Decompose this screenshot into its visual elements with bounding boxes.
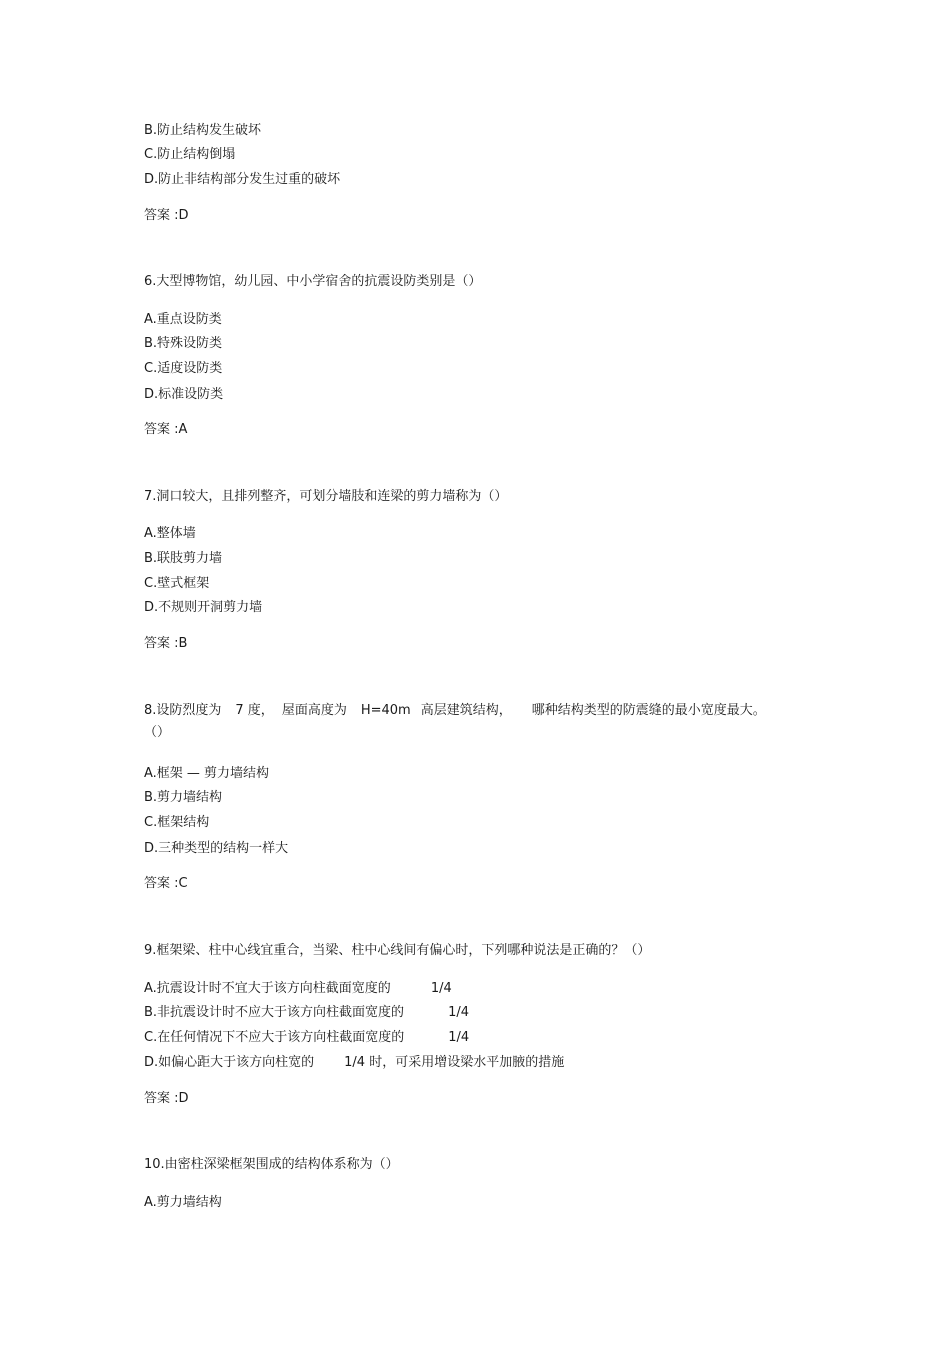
q7-option-b: B.联肢剪力墙 (144, 551, 223, 566)
q9-option-b (144, 1004, 469, 1022)
q9-option-c-value: 1/4 (448, 1030, 470, 1045)
q7-answer: 答案 :B (144, 636, 188, 651)
q8-question-line2: （） (144, 725, 171, 740)
q6-option-d: D.标准设防类 (144, 387, 224, 402)
q8-question-part4: H=40m (360, 703, 411, 718)
q6-option-a: A.重点设防类 (144, 312, 222, 327)
q7-option-d: D.不规则开洞剪力墙 (144, 600, 263, 615)
q9-option-c (144, 1029, 469, 1047)
q7-option-c: C.壁式框架 (144, 576, 210, 591)
q9-option-b-text: B.非抗震设计时不应大于该方向柱截面宽度的 (144, 1005, 405, 1020)
q9-option-d-text: D.如偏心距大于该方向柱宽的 (144, 1055, 315, 1070)
q9-option-d-tail: 1/4 时，可采用增设梁水平加腋的措施 (344, 1055, 565, 1070)
q9-option-d (144, 1054, 564, 1072)
q10-question: 10.由密柱深梁框架围成的结构体系称为（） (144, 1157, 399, 1172)
q9-option-c-text: C.在任何情况下不应大于该方向柱截面宽度的 (144, 1030, 405, 1045)
q8-option-b: B.剪力墙结构 (144, 790, 223, 805)
q8-option-c: C.框架结构 (144, 815, 210, 830)
q8-question-part6: 哪种结构类型的防震缝的最小宽度最大。 (531, 703, 766, 718)
q8-question-part1: 8.设防烈度为 (144, 703, 222, 718)
q9-option-a (144, 980, 452, 998)
q8-question-part3: 屋面高度为 (281, 703, 347, 718)
q5-option-c: C.防止结构倒塌 (144, 147, 236, 162)
q5-answer: 答案 :D (144, 208, 189, 223)
q9-question: 9.框架梁、柱中心线宜重合，当梁、柱中心线间有偏心时，下列哪种说法是正确的？（） (144, 943, 651, 958)
q5-option-d: D.防止非结构部分发生过重的破坏 (144, 172, 341, 187)
q7-question: 7.洞口较大，且排列整齐，可划分墙肢和连梁的剪力墙称为（） (144, 489, 508, 504)
q8-option-d: D.三种类型的结构一样大 (144, 841, 289, 856)
q7-option-a: A.整体墙 (144, 526, 196, 541)
q6-answer: 答案 :A (144, 422, 188, 437)
q8-question (144, 702, 766, 720)
q9-option-a-text: A.抗震设计时不宜大于该方向柱截面宽度的 (144, 981, 391, 996)
q6-question: 6.大型博物馆，幼儿园、中小学宿舍的抗震设防类别是（） (144, 274, 482, 289)
q8-option-a: A.框架 — 剪力墙结构 (144, 766, 270, 781)
q6-option-b: B.特殊设防类 (144, 336, 223, 351)
q9-option-a-value: 1/4 (430, 981, 452, 996)
q8-answer: 答案 :C (144, 876, 188, 891)
q8-question-part5: 高层建筑结构， (420, 703, 512, 718)
q8-question-part2: 7 度， (235, 703, 274, 718)
q5-option-b: B.防止结构发生破坏 (144, 123, 262, 138)
q10-option-a: A.剪力墙结构 (144, 1195, 222, 1210)
q6-option-c: C.适度设防类 (144, 361, 223, 376)
q9-answer: 答案 :D (144, 1091, 189, 1106)
q9-option-b-value: 1/4 (448, 1005, 469, 1020)
